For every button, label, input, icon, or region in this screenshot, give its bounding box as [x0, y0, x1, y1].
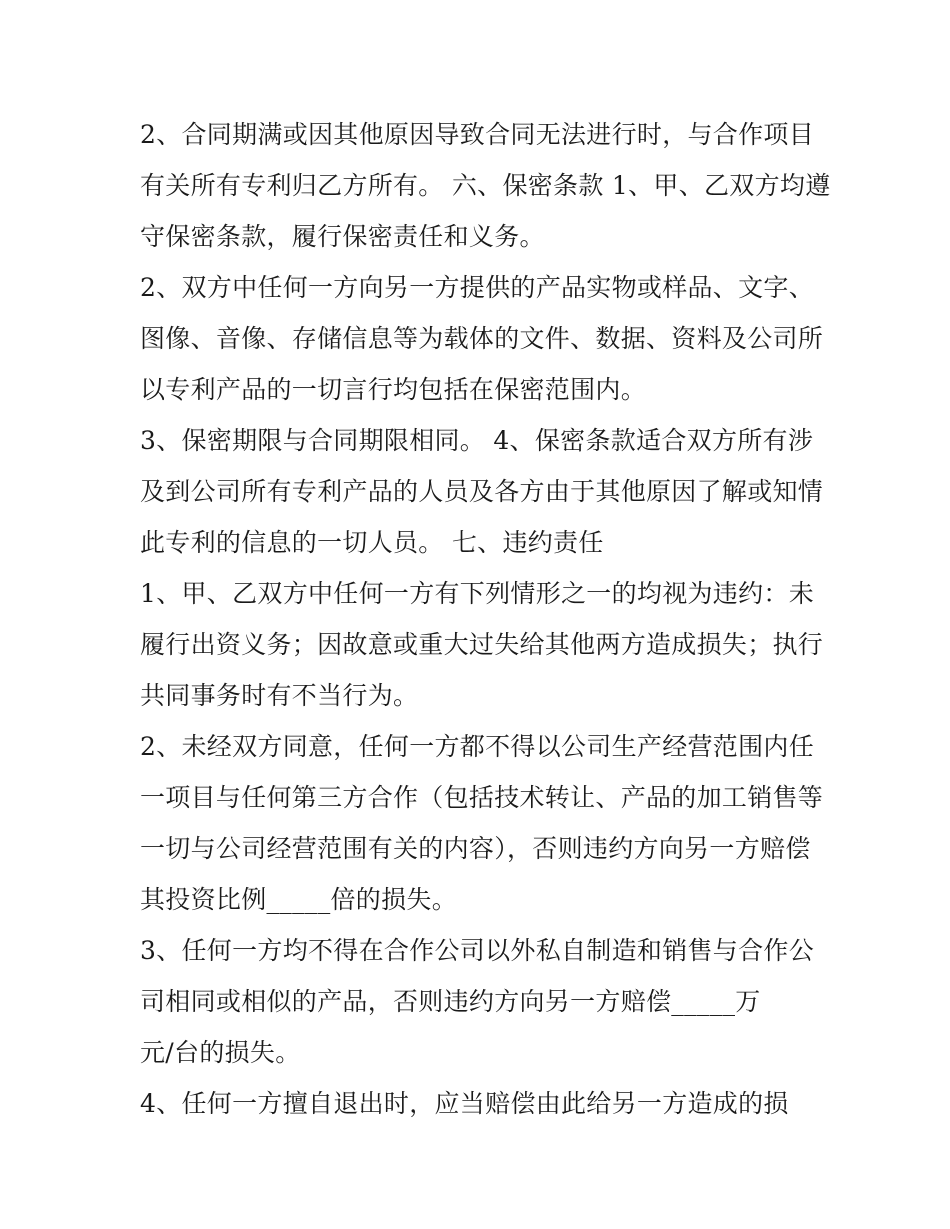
text-line: 履行出资义务；因故意或重大过失给其他两方造成损失；执行: [140, 630, 824, 659]
text-line: 2、未经双方同意，任何一方都不得以公司生产经营范围内任: [140, 732, 815, 761]
text-line: 守保密条款，履行保密责任和义务。: [140, 222, 545, 251]
text-line: 司相同或相似的产品，否则违约方向另一方赔偿_____万: [140, 987, 761, 1016]
text-line: 2、合同期满或因其他原因导致合同无法进行时，与合作项目: [140, 120, 815, 149]
text-line: 及到公司所有专利产品的人员及各方由于其他原因了解或知情: [140, 477, 824, 506]
document-body: [140, 109, 831, 1129]
text-line: 1、甲、乙双方中任何一方有下列情形之一的均视为违约：未: [140, 579, 815, 608]
text-line: 有关所有专利归乙方所有。 六、保密条款 1、甲、乙双方均遵: [140, 171, 831, 200]
text-line: 以专利产品的一切言行均包括在保密范围内。: [140, 375, 647, 404]
text-line: 图像、音像、存储信息等为载体的文件、数据、资料及公司所: [140, 324, 824, 353]
text-line: 此专利的信息的一切人员。 七、违约责任: [140, 528, 604, 557]
text-line: 共同事务时有不当行为。: [140, 681, 419, 710]
text-line: 2、双方中任何一方向另一方提供的产品实物或样品、文字、: [140, 273, 815, 302]
text-line: 3、保密期限与合同期限相同。 4、保密条款适合双方所有涉: [140, 426, 814, 455]
text-line: 一项目与任何第三方合作（包括技术转让、产品的加工销售等: [140, 783, 824, 812]
text-line: 元/台的损失。: [140, 1038, 301, 1067]
text-line: 4、任何一方擅自退出时，应当赔偿由此给另一方造成的损: [140, 1089, 789, 1118]
text-line: 3、任何一方均不得在合作公司以外私自制造和销售与合作公: [140, 936, 815, 965]
text-line: 一切与公司经营范围有关的内容），否则违约方向另一方赔偿: [140, 834, 811, 863]
text-line: 其投资比例_____倍的损失。: [140, 885, 458, 914]
